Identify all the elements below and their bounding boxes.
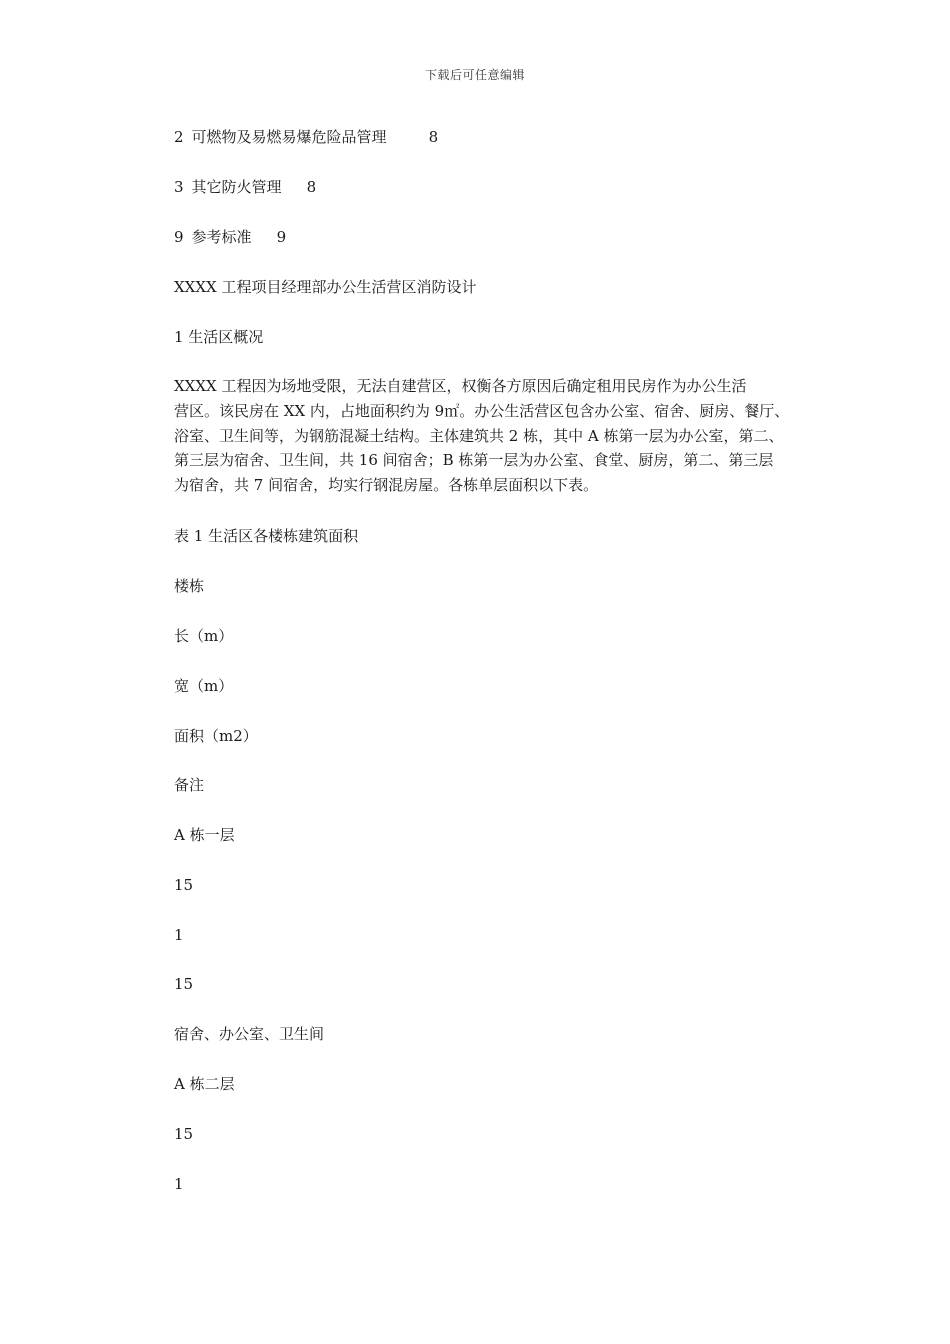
table-cell: 15: [174, 1125, 194, 1143]
toc-page: 8: [306, 178, 317, 196]
table-header-cell: 楼栋: [174, 577, 205, 595]
toc-number: 9: [174, 228, 184, 246]
table-header-cell: 宽（m）: [174, 677, 234, 695]
paragraph-line: 第三层为宿舍、卫生间，共 16 间宿舍；B 栋第一层为办公室、食堂、厨房，第二、第三层: [174, 451, 774, 470]
table-cell: 宿舍、办公室、卫生间: [174, 1025, 325, 1043]
paragraph-line: 营区。该民房在 XX 内，占地面积约为 9㎡。办公生活营区包含办公室、宿舍、厨房、餐厅、: [174, 401, 790, 420]
toc-title: 其它防火管理: [191, 178, 282, 196]
toc-title: 可燃物及易燃易爆危险品管理: [191, 128, 387, 146]
document-title: XXXX 工程项目经理部办公生活营区消防设计: [174, 278, 477, 296]
toc-page: 8: [428, 128, 439, 146]
section-paragraph: [174, 374, 794, 498]
toc-entry[interactable]: [174, 227, 286, 247]
toc-page: 9: [276, 228, 287, 246]
section-heading: 1 生活区概况: [174, 328, 264, 346]
table-cell: 1: [174, 926, 184, 944]
table-header-cell: 备注: [174, 776, 205, 794]
download-note: 下载后可任意编辑: [424, 68, 525, 82]
table-cell: 15: [174, 975, 194, 993]
toc-number: 3: [174, 178, 184, 196]
table-cell: A 栋一层: [174, 826, 235, 844]
table-header-cell: 面积（m2）: [174, 727, 258, 745]
toc-number: 2: [174, 128, 184, 146]
toc-title: 参考标准: [191, 228, 252, 246]
table-caption: 表 1 生活区各楼栋建筑面积: [174, 527, 359, 545]
paragraph-line: 为宿舍，共 7 间宿舍，均实行钢混房屋。各栋单层面积以下表。: [174, 476, 599, 495]
toc-entry[interactable]: [174, 177, 316, 197]
paragraph-line: XXXX 工程因为场地受限，无法自建营区，权衡各方原因后确定租用民房作为办公生活: [174, 377, 747, 395]
table-cell: 1: [174, 1175, 184, 1193]
table-cell: A 栋二层: [174, 1075, 235, 1093]
table-header-cell: 长（m）: [174, 627, 234, 645]
paragraph-line: 浴室、卫生间等，为钢筋混凝土结构。主体建筑共 2 栋，其中 A 栋第一层为办公室，第二、: [174, 426, 784, 445]
toc-entry[interactable]: [174, 127, 438, 147]
table-cell: 15: [174, 876, 194, 894]
